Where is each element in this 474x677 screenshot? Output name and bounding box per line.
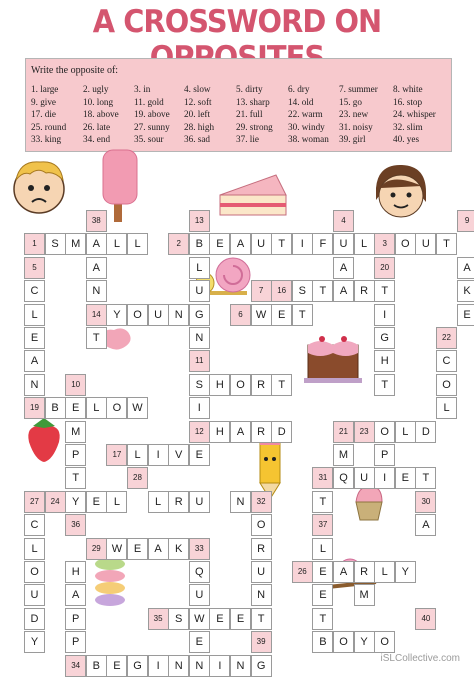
letter-cell[interactable]: L xyxy=(127,444,148,466)
clue-number-cell[interactable]: 12 xyxy=(189,421,210,443)
letter-cell[interactable]: N xyxy=(189,655,210,677)
clue-item: 15. go xyxy=(339,97,362,107)
letter-cell[interactable]: A xyxy=(86,257,107,279)
letter-cell[interactable]: T xyxy=(292,304,313,326)
letter-cell[interactable]: P xyxy=(65,631,86,653)
letter-cell[interactable]: T xyxy=(271,233,292,255)
letter-cell[interactable]: U xyxy=(189,491,210,513)
letter-cell[interactable]: H xyxy=(209,374,230,396)
clue-number-cell[interactable]: 16 xyxy=(271,280,292,302)
letter-cell[interactable]: U xyxy=(189,584,210,606)
letter-cell[interactable]: N xyxy=(230,655,251,677)
letter-cell[interactable]: L xyxy=(127,233,148,255)
letter-cell[interactable]: L xyxy=(436,397,457,419)
letter-cell[interactable]: G xyxy=(374,327,395,349)
letter-cell[interactable]: U xyxy=(354,467,375,489)
letter-cell[interactable]: P xyxy=(65,608,86,630)
letter-cell[interactable]: A xyxy=(148,538,169,560)
letter-cell[interactable]: F xyxy=(312,233,333,255)
letter-cell[interactable]: A xyxy=(230,233,251,255)
letter-cell[interactable]: Y xyxy=(24,631,45,653)
clue-number-cell[interactable]: 34 xyxy=(65,655,86,677)
letter-cell[interactable]: S xyxy=(45,233,66,255)
clue-number-cell[interactable]: 5 xyxy=(24,257,45,279)
clue-item: 8. white xyxy=(393,84,423,94)
letter-cell[interactable]: T xyxy=(436,233,457,255)
letter-cell[interactable]: C xyxy=(24,280,45,302)
letter-cell[interactable]: E xyxy=(127,538,148,560)
clue-item: 34. end xyxy=(83,134,111,144)
letter-cell[interactable]: O xyxy=(24,561,45,583)
letter-cell[interactable]: S xyxy=(292,280,313,302)
letter-cell[interactable]: L xyxy=(189,257,210,279)
letter-cell[interactable]: L xyxy=(24,304,45,326)
letter-cell[interactable]: W xyxy=(189,608,210,630)
letter-cell[interactable]: H xyxy=(209,421,230,443)
clue-number-cell[interactable]: 22 xyxy=(436,327,457,349)
letter-cell[interactable]: E xyxy=(106,655,127,677)
letter-cell[interactable]: B xyxy=(45,397,66,419)
letter-cell[interactable]: O xyxy=(230,374,251,396)
letter-cell[interactable]: N xyxy=(24,374,45,396)
clue-item: 26. late xyxy=(83,122,111,132)
letter-cell[interactable]: N xyxy=(86,280,107,302)
letter-cell[interactable]: Y xyxy=(106,304,127,326)
letter-cell[interactable]: H xyxy=(65,561,86,583)
clue-number-cell[interactable]: 4 xyxy=(333,210,354,232)
letter-cell[interactable]: O xyxy=(374,421,395,443)
clue-item: 30. windy xyxy=(288,122,325,132)
letter-cell[interactable]: I xyxy=(189,397,210,419)
clue-number-cell[interactable]: 10 xyxy=(65,374,86,396)
letter-cell[interactable]: R xyxy=(251,538,272,560)
letter-cell[interactable]: B xyxy=(86,655,107,677)
clue-item: 13. sharp xyxy=(236,97,270,107)
clue-item: 31. noisy xyxy=(339,122,373,132)
letter-cell[interactable]: I xyxy=(374,304,395,326)
clue-number-cell[interactable]: 32 xyxy=(251,491,272,513)
letter-cell[interactable]: E xyxy=(24,327,45,349)
letter-cell[interactable]: G xyxy=(251,655,272,677)
letter-cell[interactable]: H xyxy=(374,350,395,372)
letter-cell[interactable]: A xyxy=(86,233,107,255)
letter-cell[interactable]: T xyxy=(415,467,436,489)
letter-cell[interactable]: M xyxy=(333,444,354,466)
clue-number-cell[interactable]: 40 xyxy=(415,608,436,630)
letter-cell[interactable]: L xyxy=(86,397,107,419)
letter-cell[interactable]: U xyxy=(189,280,210,302)
letter-cell[interactable]: E xyxy=(457,304,474,326)
letter-cell[interactable]: L xyxy=(354,233,375,255)
letter-cell[interactable]: U xyxy=(415,233,436,255)
clue-item: 7. summer xyxy=(339,84,378,94)
letter-cell[interactable]: L xyxy=(374,561,395,583)
letter-cell[interactable]: I xyxy=(209,655,230,677)
letter-cell[interactable]: E xyxy=(312,584,333,606)
letter-cell[interactable]: U xyxy=(251,233,272,255)
clue-item: 9. give xyxy=(31,97,57,107)
clue-item: 1. large xyxy=(31,84,59,94)
letter-cell[interactable]: R xyxy=(354,561,375,583)
letter-cell[interactable]: E xyxy=(230,608,251,630)
letter-cell[interactable]: L xyxy=(106,491,127,513)
clue-item: 27. sunny xyxy=(134,122,170,132)
clue-number-cell[interactable]: 17 xyxy=(106,444,127,466)
letter-cell[interactable]: A xyxy=(333,257,354,279)
letter-cell[interactable]: O xyxy=(106,397,127,419)
letter-cell[interactable]: R xyxy=(168,491,189,513)
letter-cell[interactable]: U xyxy=(333,233,354,255)
letter-cell[interactable]: N xyxy=(230,491,251,513)
clue-item: 33. king xyxy=(31,134,62,144)
clue-number-cell[interactable]: 33 xyxy=(189,538,210,560)
letter-cell[interactable]: L xyxy=(148,491,169,513)
clue-number-cell[interactable]: 39 xyxy=(251,631,272,653)
clue-item: 18. above xyxy=(83,109,119,119)
clue-item: 38. woman xyxy=(288,134,329,144)
letter-cell[interactable]: W xyxy=(251,304,272,326)
letter-cell[interactable]: I xyxy=(374,467,395,489)
letter-cell[interactable]: Q xyxy=(189,561,210,583)
letter-cell[interactable]: V xyxy=(168,444,189,466)
letter-cell[interactable]: K xyxy=(457,280,474,302)
letter-cell[interactable]: P xyxy=(374,444,395,466)
clue-item: 25. round xyxy=(31,122,67,132)
letter-cell[interactable]: D xyxy=(415,421,436,443)
letter-cell[interactable]: O xyxy=(251,514,272,536)
letter-cell[interactable]: E xyxy=(271,304,292,326)
clue-number-cell[interactable]: 3 xyxy=(374,233,395,255)
clue-number-cell[interactable]: 37 xyxy=(312,514,333,536)
clue-item: 2. ugly xyxy=(83,84,109,94)
clue-item: 29. strong xyxy=(236,122,273,132)
clue-number-cell[interactable]: 21 xyxy=(333,421,354,443)
clue-item: 17. die xyxy=(31,109,57,119)
letter-cell[interactable]: G xyxy=(127,655,148,677)
letter-cell[interactable]: L xyxy=(24,538,45,560)
letter-cell[interactable]: N xyxy=(168,655,189,677)
letter-cell[interactable]: O xyxy=(127,304,148,326)
clue-number-cell[interactable]: 1 xyxy=(24,233,45,255)
letter-cell[interactable]: M xyxy=(65,233,86,255)
clue-number-cell[interactable]: 31 xyxy=(312,467,333,489)
letter-cell[interactable]: T xyxy=(312,280,333,302)
letter-cell[interactable]: R xyxy=(251,421,272,443)
clue-number-cell[interactable]: 30 xyxy=(415,491,436,513)
letter-cell[interactable]: N xyxy=(168,304,189,326)
letter-cell[interactable]: L xyxy=(395,421,416,443)
letter-cell[interactable]: S xyxy=(189,374,210,396)
clue-item: 24. whisper xyxy=(393,109,436,119)
letter-cell[interactable]: T xyxy=(251,608,272,630)
letter-cell[interactable]: B xyxy=(312,631,333,653)
clue-item: 5. dirty xyxy=(236,84,263,94)
clue-number-cell[interactable]: 7 xyxy=(251,280,272,302)
letter-cell[interactable]: A xyxy=(65,584,86,606)
watermark: iSLCollective.com xyxy=(380,653,460,664)
clue-item: 10. long xyxy=(83,97,114,107)
page-title: A CROSSWORD ON xyxy=(92,4,382,40)
letter-cell[interactable]: L xyxy=(312,538,333,560)
letter-cell[interactable]: O xyxy=(333,631,354,653)
letter-cell[interactable]: E xyxy=(189,444,210,466)
letter-cell[interactable]: Y xyxy=(395,561,416,583)
letter-cell[interactable]: C xyxy=(24,514,45,536)
clue-item: 20. left xyxy=(184,109,211,119)
letter-cell[interactable]: I xyxy=(148,655,169,677)
clue-number-cell[interactable]: 35 xyxy=(148,608,169,630)
letter-cell[interactable]: E xyxy=(86,491,107,513)
letter-cell[interactable]: R xyxy=(354,280,375,302)
letter-cell[interactable]: B xyxy=(189,233,210,255)
clue-item: 6. dry xyxy=(288,84,310,94)
letter-cell[interactable]: D xyxy=(24,608,45,630)
clue-item: 39. girl xyxy=(339,134,366,144)
letter-cell[interactable]: D xyxy=(271,421,292,443)
letter-cell[interactable]: Y xyxy=(65,491,86,513)
clue-item: 32. slim xyxy=(393,122,423,132)
clue-item: 14. old xyxy=(288,97,314,107)
letter-cell[interactable]: A xyxy=(333,280,354,302)
letter-cell[interactable]: E xyxy=(65,397,86,419)
clue-item: 37. lie xyxy=(236,134,259,144)
letter-cell[interactable]: I xyxy=(148,444,169,466)
clue-number-cell[interactable]: 28 xyxy=(127,467,148,489)
letter-cell[interactable]: L xyxy=(106,233,127,255)
letter-cell[interactable]: P xyxy=(65,444,86,466)
letter-cell[interactable]: E xyxy=(189,631,210,653)
letter-cell[interactable]: M xyxy=(65,421,86,443)
letter-cell[interactable]: R xyxy=(251,374,272,396)
letter-cell[interactable]: A xyxy=(230,421,251,443)
letter-cell[interactable]: A xyxy=(24,350,45,372)
letter-cell[interactable]: A xyxy=(333,561,354,583)
letter-cell[interactable]: G xyxy=(189,304,210,326)
letter-cell[interactable]: O xyxy=(436,374,457,396)
clue-item: 21. full xyxy=(236,109,263,119)
clue-item: 40. yes xyxy=(393,134,420,144)
clue-item: 4. slow xyxy=(184,84,211,94)
clue-number-cell[interactable]: 14 xyxy=(86,304,107,326)
clue-number-cell[interactable]: 29 xyxy=(86,538,107,560)
clue-number-cell[interactable]: 6 xyxy=(230,304,251,326)
clue-number-cell[interactable]: 9 xyxy=(457,210,474,232)
clue-number-cell[interactable]: 26 xyxy=(292,561,313,583)
letter-cell[interactable]: Y xyxy=(354,631,375,653)
clue-item: 28. high xyxy=(184,122,215,132)
letter-cell[interactable]: N xyxy=(189,327,210,349)
clue-item: 36. sad xyxy=(184,134,211,144)
clue-item: 19. above xyxy=(134,109,170,119)
letter-cell[interactable]: K xyxy=(168,538,189,560)
letter-cell[interactable]: A xyxy=(415,514,436,536)
letter-cell[interactable]: I xyxy=(292,233,313,255)
clue-number-cell[interactable]: 19 xyxy=(24,397,45,419)
letter-cell[interactable]: O xyxy=(395,233,416,255)
letter-cell[interactable]: T xyxy=(86,327,107,349)
clue-number-cell[interactable]: 2 xyxy=(168,233,189,255)
clue-item: 35. sour xyxy=(134,134,164,144)
letter-cell[interactable]: T xyxy=(312,491,333,513)
letter-cell[interactable]: T xyxy=(374,374,395,396)
letter-cell[interactable]: U xyxy=(148,304,169,326)
clue-number-cell[interactable]: 20 xyxy=(374,257,395,279)
clue-number-cell[interactable]: 36 xyxy=(65,514,86,536)
clue-number-cell[interactable]: 13 xyxy=(189,210,210,232)
clue-instructions: Write the opposite of: xyxy=(31,65,119,76)
letter-cell[interactable]: N xyxy=(251,584,272,606)
letter-cell[interactable]: W xyxy=(127,397,148,419)
letter-cell[interactable]: T xyxy=(374,280,395,302)
letter-cell[interactable]: T xyxy=(65,467,86,489)
clue-item: 22. warm xyxy=(288,109,323,119)
letter-cell[interactable]: O xyxy=(374,631,395,653)
clue-item: 12. soft xyxy=(184,97,212,107)
letter-cell[interactable]: T xyxy=(312,608,333,630)
clue-number-cell[interactable]: 24 xyxy=(45,491,66,513)
clue-item: 16. stop xyxy=(393,97,423,107)
clue-item: 23. new xyxy=(339,109,369,119)
letter-cell[interactable]: S xyxy=(168,608,189,630)
letter-cell[interactable]: A xyxy=(457,257,474,279)
letter-cell[interactable]: M xyxy=(354,584,375,606)
letter-cell[interactable]: E xyxy=(395,467,416,489)
letter-cell[interactable]: E xyxy=(209,233,230,255)
clue-number-cell[interactable]: 38 xyxy=(86,210,107,232)
letter-cell[interactable]: E xyxy=(209,608,230,630)
clue-item: 3. in xyxy=(134,84,151,94)
letter-cell[interactable]: C xyxy=(436,350,457,372)
letter-cell[interactable]: E xyxy=(312,561,333,583)
letter-cell[interactable]: W xyxy=(106,538,127,560)
letter-cell[interactable]: T xyxy=(271,374,292,396)
clue-number-cell[interactable]: 23 xyxy=(354,421,375,443)
clue-item: 11. gold xyxy=(134,97,164,107)
letter-cell[interactable]: Q xyxy=(333,467,354,489)
letter-cell[interactable]: U xyxy=(24,584,45,606)
clue-number-cell[interactable]: 27 xyxy=(24,491,45,513)
letter-cell[interactable]: U xyxy=(251,561,272,583)
clue-number-cell[interactable]: 11 xyxy=(189,350,210,372)
